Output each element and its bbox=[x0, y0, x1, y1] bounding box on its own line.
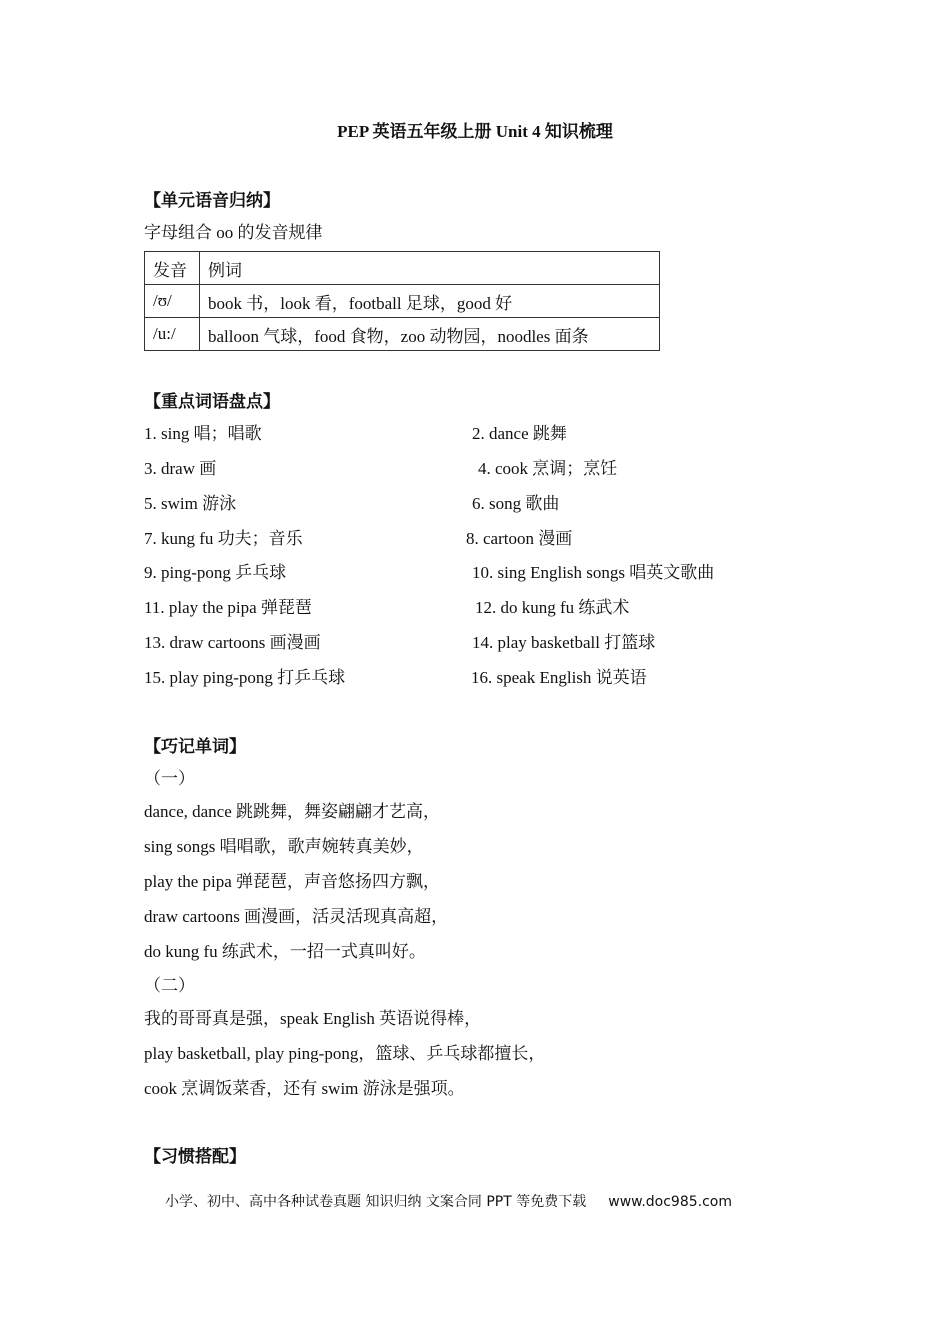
rhyme-line: draw cartoons 画漫画，活灵活现真高超， bbox=[144, 907, 449, 926]
table-header-cell: 例词 bbox=[200, 252, 660, 285]
table-row bbox=[145, 318, 660, 351]
vocab-item: 15. play ping-pong 打乒乓球 bbox=[144, 668, 346, 687]
vocab-item: 4. cook 烹调；烹饪 bbox=[478, 459, 618, 478]
vocab-item: 1. sing 唱；唱歌 bbox=[144, 424, 262, 443]
rhyme-part-label: （一） bbox=[144, 769, 195, 788]
table-cell-sound: /ʊ/ bbox=[145, 285, 200, 318]
rhyme-line: do kung fu 练武术，一招一式真叫好。 bbox=[144, 942, 426, 961]
rhyme-line: play basketball, play ping-pong，篮球、乒乓球都擅长， bbox=[144, 1044, 546, 1063]
rhyme-part-label: （二） bbox=[144, 976, 195, 995]
vocab-item: 11. play the pipa 弹琵琶 bbox=[144, 598, 312, 617]
vocab-item: 12. do kung fu 练武术 bbox=[475, 598, 630, 617]
page-title: PEP 英语五年级上册 Unit 4 知识梳理 bbox=[337, 122, 613, 141]
vocab-item: 6. song 歌曲 bbox=[472, 494, 560, 513]
section-heading-vocabulary: 【重点词语盘点】 bbox=[144, 392, 280, 411]
section-heading-memory: 【巧记单词】 bbox=[144, 737, 246, 756]
phonics-intro: 字母组合 oo 的发音规律 bbox=[144, 223, 323, 242]
section-heading-phonics: 【单元语音归纳】 bbox=[144, 191, 280, 210]
rhyme-line: sing songs 唱唱歌，歌声婉转真美妙， bbox=[144, 837, 424, 856]
vocab-item: 9. ping-pong 乒乓球 bbox=[144, 563, 287, 582]
vocab-item: 5. swim 游泳 bbox=[144, 494, 237, 513]
footer-url[interactable]: www.doc985.com bbox=[608, 1194, 732, 1210]
vocab-item: 7. kung fu 功夫；音乐 bbox=[144, 529, 303, 548]
vocab-item: 8. cartoon 漫画 bbox=[466, 529, 573, 548]
table-cell-examples: balloon 气球，food 食物，zoo 动物园，noodles 面条 bbox=[200, 318, 660, 351]
page-footer bbox=[165, 1191, 732, 1211]
vocab-item: 16. speak English 说英语 bbox=[471, 668, 647, 687]
footer-text: 小学、初中、高中各种试卷真题 知识归纳 文案合同 PPT 等免费下载 bbox=[165, 1194, 587, 1210]
table-header-row bbox=[145, 252, 660, 285]
vocab-item: 2. dance 跳舞 bbox=[472, 424, 567, 443]
phonics-table bbox=[144, 251, 660, 351]
vocab-item: 10. sing English songs 唱英文歌曲 bbox=[472, 563, 715, 582]
vocab-item: 3. draw 画 bbox=[144, 459, 217, 478]
rhyme-line: dance, dance 跳跳舞，舞姿翩翩才艺高， bbox=[144, 802, 441, 821]
table-cell-sound: /u:/ bbox=[145, 318, 200, 351]
vocab-item: 14. play basketball 打篮球 bbox=[472, 633, 656, 652]
table-row bbox=[145, 285, 660, 318]
vocab-item: 13. draw cartoons 画漫画 bbox=[144, 633, 321, 652]
table-cell-examples: book 书，look 看，football 足球，good 好 bbox=[200, 285, 660, 318]
rhyme-line: 我的哥哥真是强，speak English 英语说得棒， bbox=[144, 1009, 482, 1028]
section-heading-collocations: 【习惯搭配】 bbox=[144, 1147, 246, 1166]
rhyme-line: play the pipa 弹琵琶，声音悠扬四方飘， bbox=[144, 872, 441, 891]
rhyme-line: cook 烹调饭菜香，还有 swim 游泳是强项。 bbox=[144, 1079, 465, 1098]
table-header-cell: 发音 bbox=[145, 252, 200, 285]
